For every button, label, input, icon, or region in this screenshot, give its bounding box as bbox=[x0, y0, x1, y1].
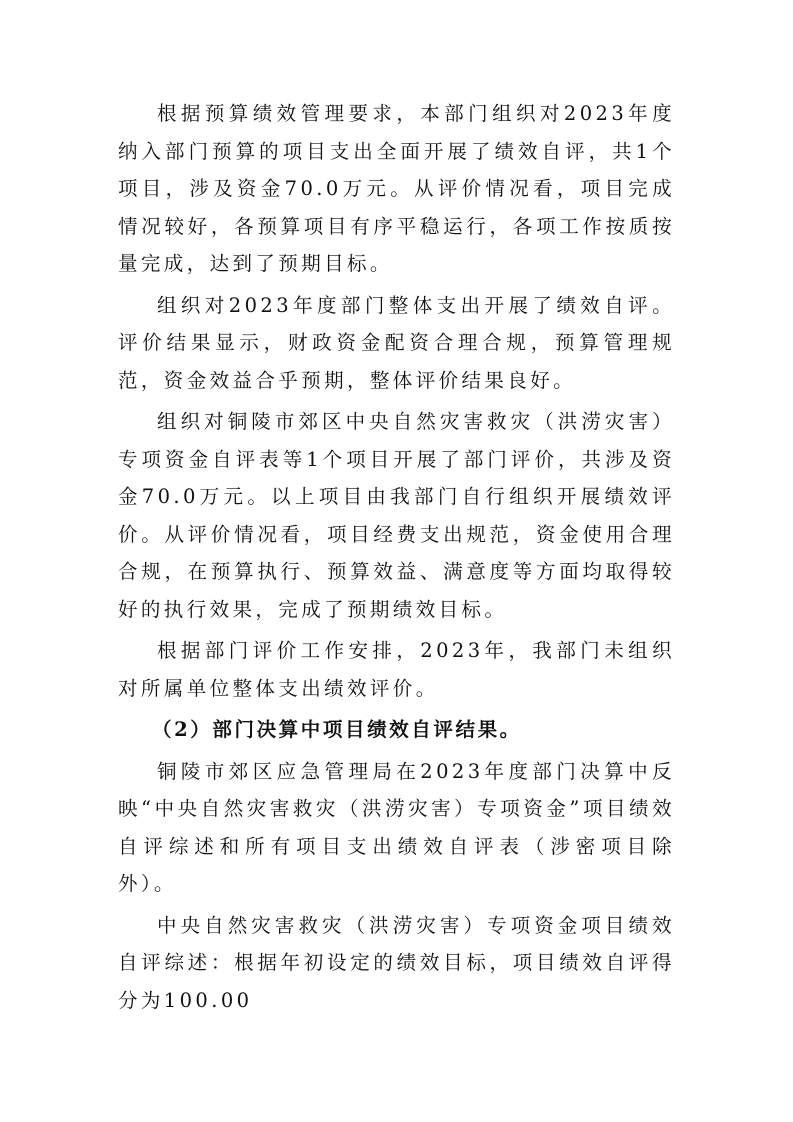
paragraph-project-department-evaluation: 组织对铜陵市郊区中央自然灾害救灾（洪涝灾害）专项资金自评表等1个项目开展了部门评价，共涉及资金70.0万元。以上项目由我部门自行组织开展绩效评价。从评价情况看，项目经费支出规范，资金使用合理合规，在预算执行、预算效益、满意度等方面均取得较好的执行效果，完成了预期绩效目标。 bbox=[118, 410, 675, 621]
paragraph-final-accounts-reflection: 铜陵市郊区应急管理局在2023年度部门决算中反映“中央自然灾害救灾（洪涝灾害）专项资金”项目绩效自评综述和所有项目支出绩效自评表（涉密项目除外）。 bbox=[118, 759, 675, 895]
paragraph-affiliated-units-evaluation: 根据部门评价工作安排，2023年，我部门未组织对所属单位整体支出绩效评价。 bbox=[118, 639, 675, 700]
paragraph-overall-expenditure-evaluation: 组织对2023年度部门整体支出开展了绩效自评。评价结果显示，财政资金配资合理合规，预算管理规范，资金效益合乎预期，整体评价结果良好。 bbox=[118, 293, 675, 392]
paragraph-budget-performance-self-evaluation: 根据预算绩效管理要求，本部门组织对2023年度纳入部门预算的项目支出全面开展了绩效自评，共1个项目，涉及资金70.0万元。从评价情况看，项目完成情况较好，各预算项目有序平稳运行，各项工作按质按量完成，达到了预期目标。 bbox=[118, 102, 675, 275]
paragraph-disaster-relief-fund-summary: 中央自然灾害救灾（洪涝灾害）专项资金项目绩效自评综述：根据年初设定的绩效目标，项目绩效自评得分为100.00 bbox=[118, 913, 675, 1012]
section-heading-project-self-evaluation-results: （2）部门决算中项目绩效自评结果。 bbox=[152, 718, 522, 741]
